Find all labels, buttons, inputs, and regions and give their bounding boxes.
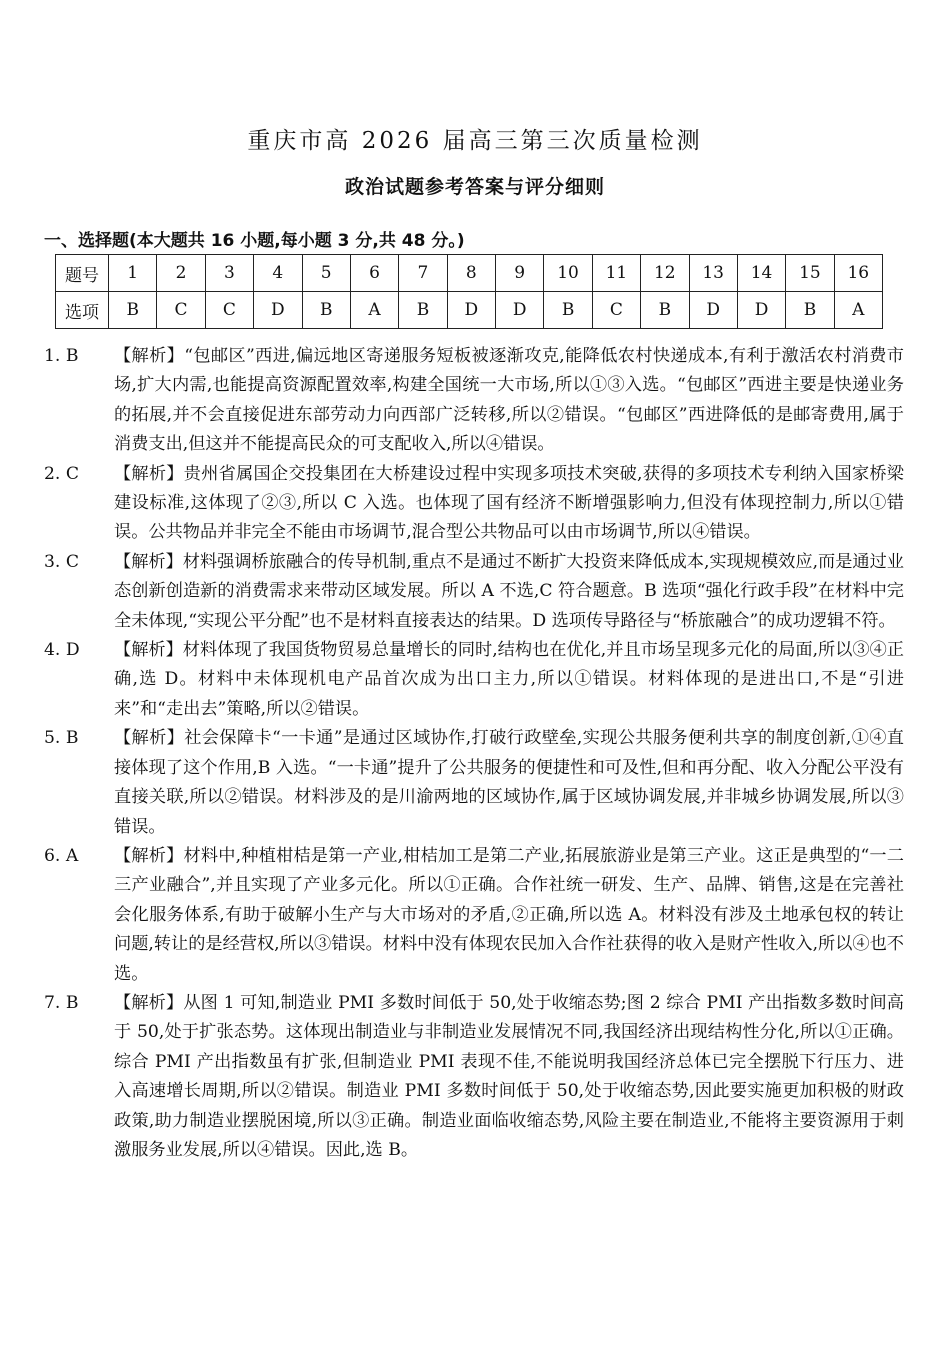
question-number-cell: 11 <box>592 255 640 292</box>
question-number-cell: 7 <box>399 255 447 292</box>
explanation-item <box>44 842 904 989</box>
explanation-list <box>44 342 904 1165</box>
answer-cell: A <box>350 292 398 329</box>
answer-cell: B <box>109 292 157 329</box>
question-number-row <box>56 255 883 292</box>
row-label-answer: 选项 <box>56 292 109 329</box>
question-number-cell: 16 <box>834 255 882 292</box>
question-number-cell: 10 <box>544 255 592 292</box>
question-number-cell: 14 <box>737 255 785 292</box>
explanation-item <box>44 548 904 636</box>
explanation-item <box>44 342 904 460</box>
item-text: 【解析】从图 1 可知,制造业 PMI 多数时间低于 50,处于收缩态势;图 2 综合 PMI 产出指数多数时间高于 50,处于扩张态势。这体现出制造业与非制造业发展情况不同,我国经济出现结构性分化,所以①正确。综合 PMI 产出指数虽有扩张,但制造业 PMI 表现不佳,不能说明我国经济总体已完全摆脱下行压力、进入高速增长周期,所以②错误。制造业 PMI 多数时间低于 50,处于收缩态势,因此要实施更加积极的财政政策,助力制造业摆脱困境,所以③正确。制造业面临收缩态势,风险主要在制造业,不能将主要资源用于刺激服务业发展,所以④错误。因此,选 B。 <box>114 992 904 1160</box>
answer-row <box>56 292 883 329</box>
page-subtitle: 政治试题参考答案与评分细则 <box>344 176 605 198</box>
answer-cell: B <box>786 292 834 329</box>
question-number-cell: 6 <box>350 255 398 292</box>
answer-cell: D <box>689 292 737 329</box>
question-number-cell: 2 <box>157 255 205 292</box>
item-number: 4. D <box>44 640 80 661</box>
item-number: 7. B <box>44 992 79 1013</box>
answer-cell: D <box>447 292 495 329</box>
item-text: 【解析】材料中,种植柑桔是第一产业,柑桔加工是第二产业,拓展旅游业是第三产业。这正是典型的“一二三产业融合”,并且实现了产业多元化。所以①正确。合作社统一研发、生产、品牌、销售,这是在完善社会化服务体系,有助于破解小生产与大市场对的矛盾,②正确,所以选 A。材料没有涉及土地承包权的转让问题,转让的是经营权,所以③错误。材料中没有体现农民加入合作社获得的收入是财产性收入,所以④也不选。 <box>114 845 904 984</box>
question-number-cell: 9 <box>496 255 544 292</box>
question-number-cell: 15 <box>786 255 834 292</box>
row-label-number: 题号 <box>56 255 109 292</box>
answer-cell: D <box>496 292 544 329</box>
page-title: 重庆市高 2026 届高三第三次质量检测 <box>247 128 703 154</box>
answer-cell: D <box>737 292 785 329</box>
item-number: 5. B <box>44 728 79 749</box>
answer-cell: B <box>641 292 689 329</box>
answer-cell: A <box>834 292 882 329</box>
question-number-cell: 3 <box>205 255 253 292</box>
answer-cell: B <box>544 292 592 329</box>
explanation-item <box>44 989 904 1165</box>
item-text: 【解析】材料体现了我国货物贸易总量增长的同时,结构也在优化,并且市场呈现多元化的局面,所以③④正确,选 D。材料中未体现机电产品首次成为出口主力,所以①错误。材料体现的是进出口,不是“引进来”和“走出去”策略,所以②错误。 <box>114 640 904 719</box>
explanation-item <box>44 460 904 548</box>
question-number-cell: 4 <box>254 255 302 292</box>
explanation-item <box>44 636 904 724</box>
question-number-cell: 5 <box>302 255 350 292</box>
answer-cell: C <box>205 292 253 329</box>
question-number-cell: 13 <box>689 255 737 292</box>
item-text: 【解析】社会保障卡“一卡通”是通过区域协作,打破行政壁垒,实现公共服务便利共享的制度创新,①④直接体现了这个作用,B 入选。“一卡通”提升了公共服务的便捷性和可及性,但和再分配、收入分配公平没有直接关联,所以②错误。材料涉及的是川渝两地的区域协作,属于区域协调发展,并非城乡协调发展,所以③错误。 <box>114 728 904 837</box>
answer-cell: B <box>302 292 350 329</box>
item-number: 6. A <box>44 845 79 866</box>
explanation-item <box>44 724 904 842</box>
question-number-cell: 1 <box>109 255 157 292</box>
item-number: 1. B <box>44 346 79 366</box>
answer-cell: B <box>399 292 447 329</box>
item-number: 3. C <box>44 551 80 572</box>
item-text: 【解析】材料强调桥旅融合的传导机制,重点不是通过不断扩大投资来降低成本,实现规模效应,而是通过业态创新创造新的消费需求来带动区域发展。所以 A 不选,C 符合题意。B 选项“强化行政手段”在材料中完全未体现,“实现公平分配”也不是材料直接表达的结果。D 选项传导路径与“桥旅融合”的成功逻辑不符。 <box>114 551 904 631</box>
answer-cell: C <box>157 292 205 329</box>
answer-cell: C <box>592 292 640 329</box>
answer-table <box>55 254 883 329</box>
section-heading: 一、选择题(本大题共 16 小题,每小题 3 分,共 48 分。) <box>44 231 465 251</box>
question-number-cell: 8 <box>447 255 495 292</box>
item-number: 2. C <box>44 463 80 484</box>
question-number-cell: 12 <box>641 255 689 292</box>
item-text: 【解析】“包邮区”西进,偏远地区寄递服务短板被逐渐攻克,能降低农村快递成本,有利于激活农村消费市场,扩大内需,也能提高资源配置效率,构建全国统一大市场,所以①③入选。“包邮区”西进主要是快递业务的拓展,并不会直接促进东部劳动力向西部广泛转移,所以②错误。“包邮区”西进降低的是邮寄费用,属于消费支出,但这并不能提高民众的可支配收入,所以④错误。 <box>114 346 904 455</box>
answer-cell: D <box>254 292 302 329</box>
item-text: 【解析】贵州省属国企交投集团在大桥建设过程中实现多项技术突破,获得的多项技术专利纳入国家桥梁建设标准,这体现了②③,所以 C 入选。也体现了国有经济不断增强影响力,但没有体现控制力,所以①错误。公共物品并非完全不能由市场调节,混合型公共物品可以由市场调节,所以④错误。 <box>114 463 904 543</box>
